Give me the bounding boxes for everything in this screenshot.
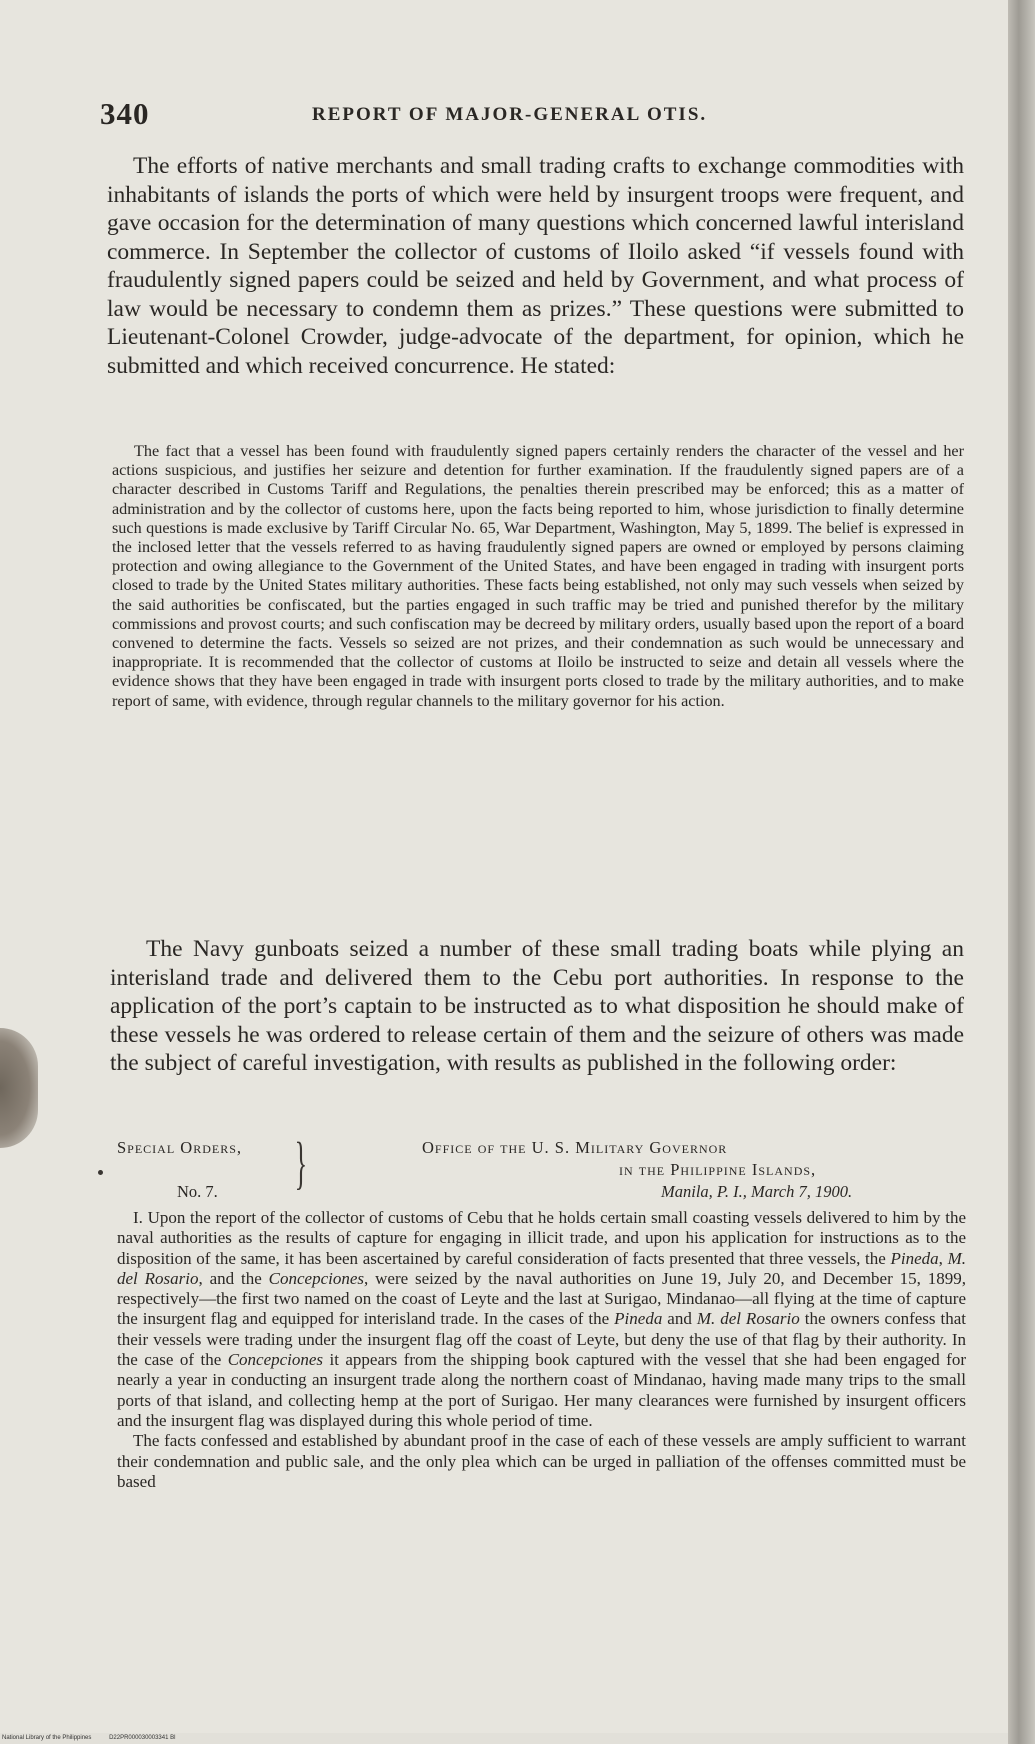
order-paragraph-1 [117,1208,966,1431]
scan-identifier: D22PR000030003341 Bl [109,1735,176,1741]
margin-mark [98,1170,103,1175]
quote-paragraph: The fact that a vessel has been found with fraudulently signed papers certainly renders the character of the vessel and her actions suspicious, and justifies her seizure and detention for further examination. If the fraudulently signed papers are of a character described in Customs Tariff and Regulations, the penalties therein prescribed may be enforced; this as a matter of administration and by the collector of customs here, upon the facts being reported to him, whose jurisdiction to finally determine such questions is made exclusive by Tariff Circular No. 65, War Department, Washington, May 5, 1899. The belief is expressed in the inclosed letter that the vessels referred to as having fraudulently signed papers are owned or employed by persons claiming protection and owing allegiance to the Government of the United States, and have been engaged in trading with insurgent ports closed to trade by the United States military authorities. These facts being established, not only may such vessels when seized by the said authorities be confiscated, but the parties engaged in such traffic may be tried and punished therefor by the military commissions and provost courts; and such confiscation may be decreed by military orders, usually based upon the report of a board convened to determine the facts. Vessels so seized are not prizes, and their condemnation as such would be unnecessary and inappropriate. It is recommended that the collector of customs at Iloilo be instructed to seize and detain all vessels where the evidence shows that they have been engaged in trade with insurgent ports closed to trade by the military authorities, and to make report of same, with evidence, through regular channels to the military governor for his action. [112,442,964,710]
order-body [117,1208,966,1492]
order-text: and [662,1309,697,1329]
book-spine [1008,0,1035,1744]
page-number: 340 [100,96,150,131]
order-header [117,1130,967,1208]
vessel-name: M. del Rosario [117,1248,966,1288]
intro-paragraph: The efforts of native merchants and small trading crafts to exchange commodities with inhabitants of islands the ports of which were held by insurgent troops were frequent, and gave occasion for the determination of many questions which concerned lawful interisland commerce. In September the collector of customs of Iloilo asked “if vessels found with fraudulently signed papers could be seized and held by Government, and what process of law would be necessary to condemn them as prizes.” These questions were submitted to Lieutenant-Colonel Crowder, judge-advocate of the department, for opinion, which he submitted and which received concurrence. He stated: [107,153,964,379]
block-quote [112,442,964,711]
library-credit: National Library of the Philippines [2,1735,92,1741]
order-text: the owners confess that their vessels were trading under the insurgent flag off the coast of Leyte, but deny the use of that flag by their authority. In the case of the [117,1309,967,1370]
order-paragraph-2: The facts confessed and established by abundant proof in the case of each of these vessels are amply sufficient to warrant their condemnation and public sale, and the only plea which can be urged in palliation of the offenses committed must be based [117,1431,966,1491]
page-header [100,96,970,136]
thumb-shadow [0,1028,38,1148]
order-number: No. 7. [177,1182,218,1201]
vessel-name: Concepciones [227,1350,324,1370]
vessel-name: M. del Rosario [696,1309,800,1329]
order-date: Manila, P. I., March 7, 1900. [661,1182,853,1201]
order-text: , were seized by the naval authorities on June 19, July 20, and December 15, 1899, respectively—the first two named on the coast of Leyte and the last at Surigao, Mindanao—all flying at the time of capture the insurgent flag and equipped for interisland trade. In the cases of the [117,1268,966,1329]
navy-paragraph: The Navy gunboats seized a number of these small trading boats while plying an interisland trade and delivered them to the Cebu port authorities. In response to the application of the port’s captain to be instructed as to what disposition he should make of these vessels he was ordered to release certain of them and the seizure of others was made the subject of careful investigation, with results as published in the following order: [110,936,964,1076]
special-orders-title: Special Orders, [117,1138,243,1157]
running-head: REPORT OF MAJOR-GENERAL OTIS. [312,104,708,125]
vessel-name: Pineda [890,1248,939,1268]
office-line-1: Office of the U. S. Military Governor [422,1138,728,1157]
vessel-name: Concepciones [268,1268,365,1288]
order-text: it appears from the shipping book captured with the vessel that she had been engaged for nearly a year in conducting an insurgent trade along the northern coast of Mindanao, having made many trips to the small ports of that island, and collecting hemp at the port of Surigao. Her many clearances were furnished by insurgent officers and the insurgent flag was displayed during this whole period of time. [117,1350,966,1430]
brace-icon: } [294,1130,308,1195]
office-line-2: in the Philippine Islands, [619,1160,817,1179]
order-text: , [938,1248,948,1268]
order-text: , and the [198,1268,269,1288]
order-text: I. Upon the report of the collector of customs of Cebu that he holds certain small coasting vessels delivered to him by the naval authorities as the results of capture for engaging in illicit trade, and upon his application for instructions as to the disposition of the same, it has been ascertained by careful consideration of facts presented that three vessels, the [117,1208,966,1268]
vessel-name: Pineda [614,1309,663,1329]
scan-footer [0,1733,1008,1744]
